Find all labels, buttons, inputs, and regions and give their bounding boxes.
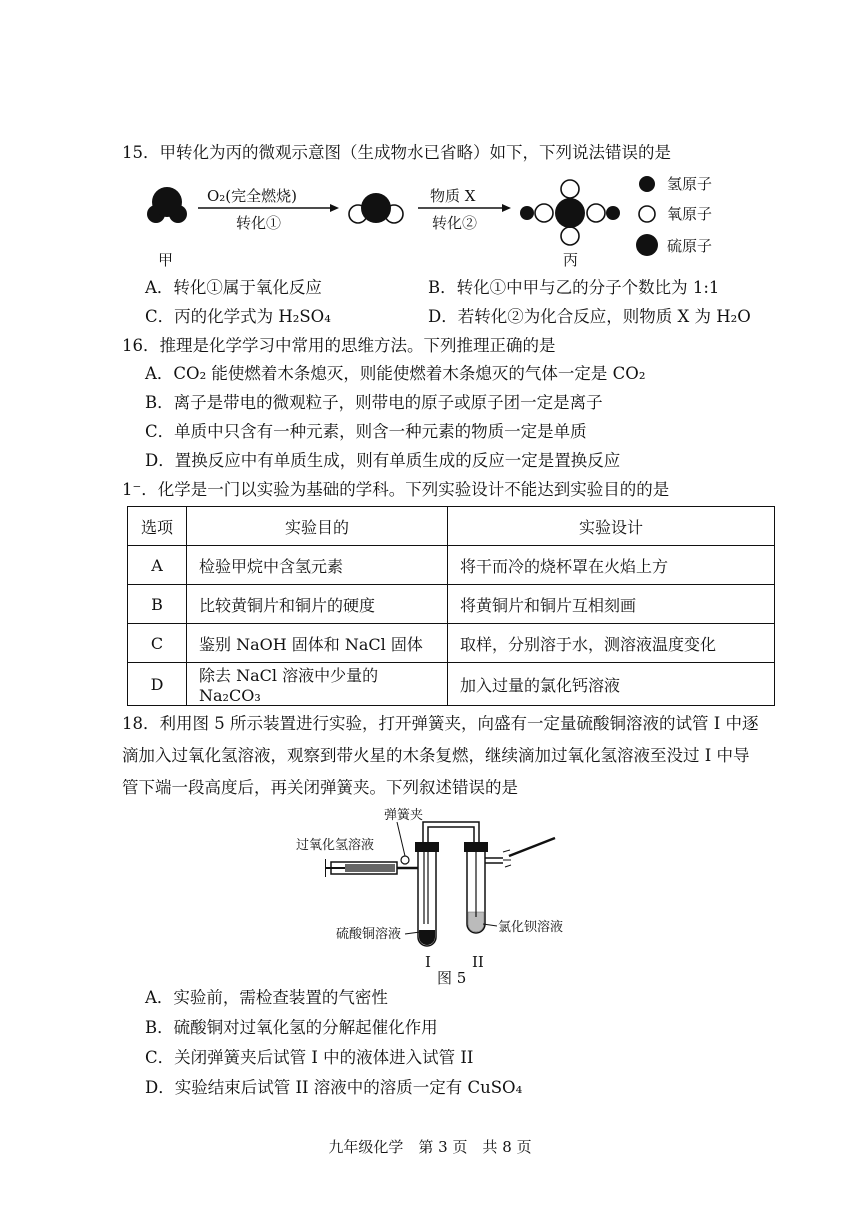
q15-option-d: D．若转化②为化合反应，则物质 X 为 H₂O	[428, 307, 751, 326]
tube-ii-label: II	[472, 953, 484, 971]
label-bing: 丙	[563, 251, 579, 269]
q16-option-a: A．CO₂ 能使燃着木条熄灭，则能使燃着木条熄灭的气体一定是 CO₂	[145, 364, 646, 383]
header-design: 实验设计	[448, 507, 775, 546]
q17-table	[127, 506, 775, 706]
bing-hydrogen-atom-right	[606, 206, 620, 220]
legend-oxygen-label: 氧原子	[667, 205, 713, 223]
bing-oxygen-atom-right	[587, 204, 605, 222]
q18-option-d: D．实验结束后试管 II 溶液中的溶质一定有 CuSO₄	[145, 1078, 523, 1097]
q16-stem: 16．推理是化学学习中常用的思维方法。下列推理正确的是	[122, 336, 556, 355]
row-label: A	[128, 546, 187, 585]
bing-sulfur-atom	[555, 198, 585, 228]
q15-option-b: B．转化①中甲与乙的分子个数比为 1:1	[428, 278, 720, 297]
legend-hydrogen-icon	[639, 176, 655, 192]
table-row	[128, 663, 775, 706]
header-purpose: 实验目的	[187, 507, 448, 546]
row-label: C	[128, 624, 187, 663]
bing-oxygen-atom-bottom	[561, 227, 579, 245]
legend-sulfur-label: 硫原子	[667, 237, 713, 255]
q18-option-a: A．实验前，需检查装置的气密性	[145, 988, 388, 1007]
q18-stem-line-3: 管下端一段高度后，再关闭弹簧夹。下列叙述错误的是	[122, 778, 518, 797]
table-header-row	[128, 507, 775, 546]
glowing-splint-icon	[509, 838, 555, 856]
arrow1-top-label: O₂(完全燃烧)	[207, 187, 298, 205]
row-purpose: 鉴别 NaOH 固体和 NaCl 固体	[187, 624, 448, 663]
tube-i-label: I	[425, 953, 431, 971]
legend-oxygen-icon	[639, 206, 655, 222]
arrow2-top-label: 物质 X	[430, 187, 476, 205]
legend-hydrogen-label: 氢原子	[667, 175, 713, 193]
table-row	[128, 546, 775, 585]
arrow2-bottom-label: 转化②	[432, 214, 478, 232]
row-purpose: 比较黄铜片和铜片的硬度	[187, 585, 448, 624]
row-label: B	[128, 585, 187, 624]
q18-option-b: B．硫酸铜对过氧化氢的分解起催化作用	[145, 1018, 438, 1037]
cuso4-label: 硫酸铜溶液	[336, 927, 402, 942]
q17-stem: 1⁻．化学是一门以实验为基础的学科。下列实验设计不能达到实验目的的是	[122, 480, 670, 499]
bing-oxygen-atom-left	[535, 204, 553, 222]
legend-sulfur-icon	[636, 234, 658, 256]
row-purpose: 除去 NaCl 溶液中少量的 Na₂CO₃	[187, 663, 448, 706]
yi-sulfur-atom	[361, 193, 391, 223]
row-purpose: 检验甲烷中含氢元素	[187, 546, 448, 585]
bing-oxygen-atom-top	[561, 180, 579, 198]
q15-stem: 15．甲转化为丙的微观示意图（生成物水已省略）如下，下列说法错误的是	[122, 143, 671, 162]
q15-option-c: C．丙的化学式为 H₂SO₄	[145, 307, 331, 326]
q15-option-a: A．转化①属于氧化反应	[145, 278, 322, 297]
q18-stem-line-2: 滴加入过氧化氢溶液，观察到带火星的木条复燃，继续滴加过氧化氢溶液至没过 I 中导	[122, 746, 750, 765]
figure-caption: 图 5	[437, 969, 467, 987]
row-design: 取样，分别溶于水，测溶液温度变化	[448, 624, 775, 663]
table-row	[128, 585, 775, 624]
q16-option-d: D．置换反应中有单质生成，则有单质生成的反应一定是置换反应	[145, 451, 621, 470]
row-design: 将黄铜片和铜片互相刻画	[448, 585, 775, 624]
spring-clip-label: 弹簧夹	[384, 808, 424, 823]
syringe-liquid	[345, 864, 395, 872]
bacl2-label: 氯化钡溶液	[498, 920, 564, 935]
q16-option-b: B．离子是带电的微观粒子，则带电的原子或原子团一定是离子	[145, 393, 603, 412]
q16-option-c: C．单质中只含有一种元素，则含一种元素的物质一定是单质	[145, 422, 587, 441]
table-row	[128, 624, 775, 663]
q18-option-c: C．关闭弹簧夹后试管 I 中的液体进入试管 II	[145, 1048, 474, 1067]
header-option: 选项	[128, 507, 187, 546]
jia-sulfur-atom	[152, 187, 182, 217]
row-design: 将干而冷的烧杯罩在火焰上方	[448, 546, 775, 585]
bing-hydrogen-atom-left	[520, 206, 534, 220]
page-footer: 九年级化学 第 3 页 共 8 页	[328, 1138, 532, 1156]
spring-clip-icon	[401, 856, 409, 864]
q18-stem-line-1: 18．利用图 5 所示装置进行实验，打开弹簧夹，向盛有一定量硫酸铜溶液的试管 I 中逐	[122, 714, 759, 733]
label-jia: 甲	[158, 251, 174, 269]
h2o2-label: 过氧化氢溶液	[296, 838, 375, 853]
row-design: 加入过量的氯化钙溶液	[448, 663, 775, 706]
arrow1-bottom-label: 转化①	[236, 214, 282, 232]
row-label: D	[128, 663, 187, 706]
